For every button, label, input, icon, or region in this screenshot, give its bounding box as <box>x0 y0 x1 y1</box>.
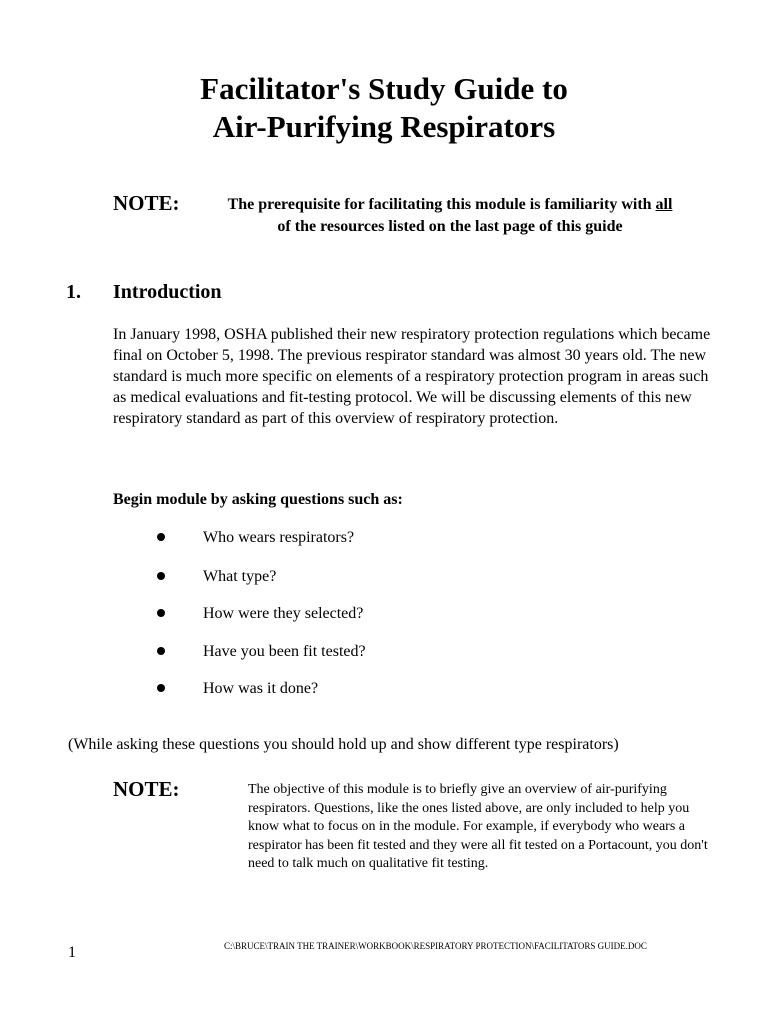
question-text: Have you been fit tested? <box>203 643 366 660</box>
question-text: How were they selected? <box>203 605 364 622</box>
bullet-icon <box>157 647 165 655</box>
bullet-icon <box>157 609 165 617</box>
note-label: NOTE: <box>113 191 180 215</box>
section-number: 1. <box>66 281 81 303</box>
bullet-icon <box>157 533 165 541</box>
footer-file-path: C:\BRUCE\TRAIN THE TRAINER\WORKBOOK\RESPIRATORY PROTECTION\FACILITATORS GUIDE.DOC <box>224 941 647 951</box>
note-objective-text: The objective of this module is to briefly give an overview of air-purifying respirators. Questions, like the ones listed above, are only included to help you know what to focus on in the module. For example, if everybody who wears a respirator has been fit tested and they were all fit tested on a Portacount, you don't need to talk much on qualitative fit testing. <box>248 782 708 871</box>
list-item <box>0 604 700 626</box>
note-text-before: The prerequisite for facilitating this module is familiarity with <box>227 196 656 213</box>
section-heading: Introduction <box>113 281 222 303</box>
question-text: How was it done? <box>203 680 319 697</box>
page-number: 1 <box>68 944 76 961</box>
begin-module-label: Begin module by asking questions such as: <box>113 491 403 508</box>
note-text-underlined: all <box>655 196 673 213</box>
title-line-1: Facilitator's Study Guide to <box>200 71 568 106</box>
title-line-2: Air-Purifying Respirators <box>212 109 556 144</box>
instruction-text: (While asking these questions you should hold up and show different type respirators) <box>68 736 619 753</box>
bullet-icon <box>157 684 165 692</box>
bullet-icon <box>157 572 165 580</box>
note-text-after: of the resources listed on the last page of this guide <box>277 218 623 235</box>
list-item <box>0 679 700 701</box>
question-text: Who wears respirators? <box>203 529 355 546</box>
list-item <box>0 567 700 589</box>
page-title <box>0 70 768 146</box>
list-item <box>0 528 700 550</box>
introduction-paragraph: In January 1998, OSHA published their new respiratory protection regulations which became final on October 5, 1998. The previous respirator standard was almost 30 years old. The new standard is much more specific on elements of a respiratory protection program in areas such as medical evaluations and fit-testing protocol. We will be discussing elements of this new respiratory standard as part of this overview of respiratory protection. <box>113 326 711 427</box>
note-prerequisite-text <box>200 194 700 238</box>
list-item <box>0 642 700 664</box>
question-text: What type? <box>203 568 277 585</box>
note-label: NOTE: <box>113 777 180 801</box>
